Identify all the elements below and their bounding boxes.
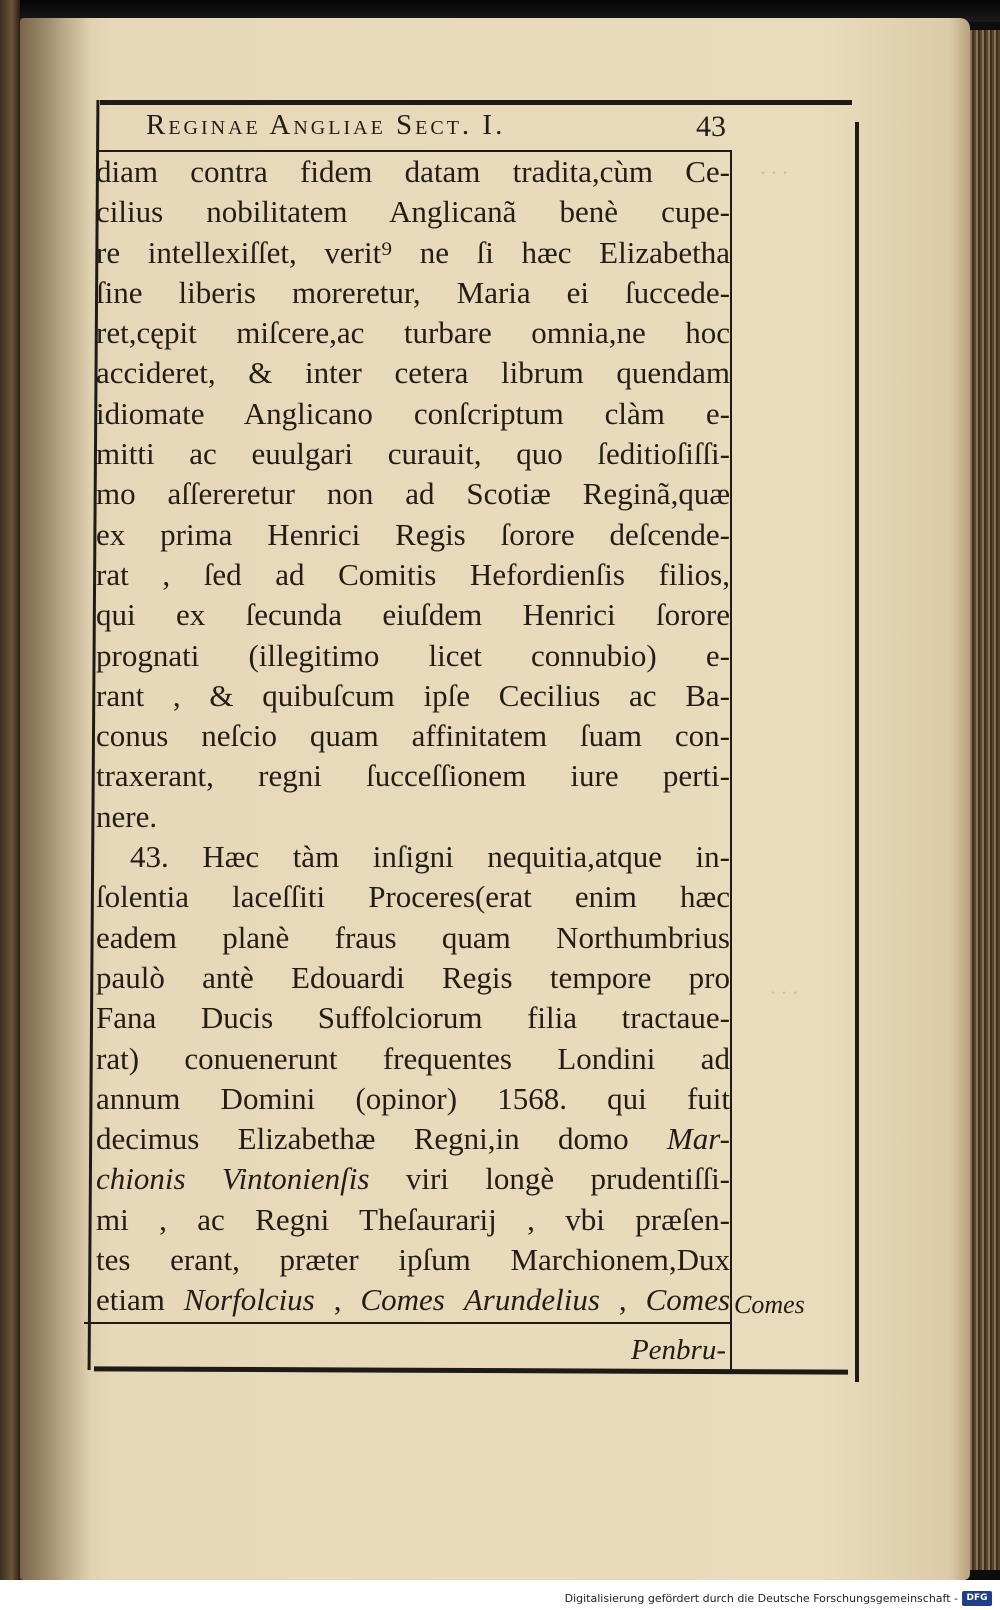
text-segment: qui ex ſecunda eiuſdem Henrici ſorore xyxy=(96,597,730,633)
text-line xyxy=(96,394,730,434)
text-line xyxy=(96,676,730,716)
text-segment: ret,cępit miſcere,ac turbare omnia,ne hoc xyxy=(96,315,730,351)
italic-text: chionis Vintonienſis xyxy=(96,1161,370,1197)
text-segment: accideret, & inter cetera librum quendam xyxy=(96,355,730,391)
text-segment: traxerant, regni ſucceſſionem iure perti- xyxy=(96,758,730,794)
text-segment: idiomate Anglicano conſcriptum clàm e- xyxy=(96,395,730,431)
catchword: Penbru- xyxy=(630,1334,726,1366)
text-line xyxy=(96,918,730,958)
text-line xyxy=(96,233,730,273)
text-segment: tes erant, præter ipſum Marchionem,Dux xyxy=(96,1242,730,1278)
text-line xyxy=(96,1039,730,1079)
running-head: Reginae Angliae Sect. I. xyxy=(146,109,506,141)
text-line xyxy=(96,1119,730,1159)
italic-text: Norfolcius xyxy=(183,1282,315,1318)
text-segment: cilius nobilitatem Anglicanã benè cupe- xyxy=(96,194,730,230)
text-line xyxy=(96,877,730,917)
frame-rule-right-outer xyxy=(855,122,859,1382)
text-line xyxy=(96,716,730,756)
text-segment: eadem planè fraus quam Northumbrius xyxy=(96,919,730,955)
text-line xyxy=(96,1079,730,1119)
text-segment: decimus Elizabethæ Regni,in domo xyxy=(96,1121,667,1157)
text-segment: prognati (illegitimo licet connubio) e- xyxy=(96,637,730,673)
bleed-through-mark: · · · xyxy=(770,980,798,1005)
text-segment: annum Domini (opinor) 1568. qui fuit xyxy=(96,1080,730,1116)
margin-catchword: Comes xyxy=(734,1290,805,1319)
text-line xyxy=(96,1240,730,1280)
text-segment: Fana Ducis Suffolciorum filia tractaue- xyxy=(96,1000,730,1036)
text-segment: rat , ſed ad Comitis Hefordienſis filios, xyxy=(96,556,730,592)
text-segment: mitti ac euulgari curauit, quo ſeditioſiſſi- xyxy=(96,436,730,472)
page-number: 43 xyxy=(696,110,726,143)
frame-rule-right-inner xyxy=(730,150,732,1370)
text-segment: , xyxy=(599,1282,646,1318)
text-line xyxy=(96,192,730,232)
body-text xyxy=(96,152,730,1321)
text-line xyxy=(96,998,730,1038)
text-line xyxy=(96,1159,730,1199)
text-line xyxy=(96,353,730,393)
text-line xyxy=(96,636,730,676)
text-segment: nere. xyxy=(96,798,158,834)
text-segment: rat) conuenerunt frequentes Londini ad xyxy=(96,1040,730,1076)
text-line xyxy=(96,595,730,635)
text-line xyxy=(96,313,730,353)
text-line xyxy=(96,434,730,474)
bleed-through-mark: · · · xyxy=(760,160,788,185)
text-line xyxy=(96,837,730,877)
gutter-shadow xyxy=(20,18,90,1580)
text-segment: mi , ac Regni Theſaurarij , vbi præſen- xyxy=(96,1201,730,1237)
text-line xyxy=(96,474,730,514)
italic-text: Arundelius xyxy=(463,1282,600,1318)
text-line xyxy=(96,958,730,998)
text-segment: rant , & quibuſcum ipſe Cecilius ac Ba- xyxy=(96,677,730,713)
italic-text: Mar- xyxy=(666,1121,730,1157)
text-line xyxy=(96,1280,730,1320)
italic-text: Comes xyxy=(645,1282,730,1318)
text-segment: ſolentia laceſſiti Proceres(erat enim hæc xyxy=(96,879,730,915)
frame-rule-catchword-separator xyxy=(84,1322,730,1324)
text-segment: diam contra fidem datam tradita,cùm Ce- xyxy=(96,154,730,189)
text-line xyxy=(96,797,730,837)
text-segment: etiam xyxy=(96,1282,184,1318)
text-segment: ex prima Henrici Regis ſorore deſcende- xyxy=(96,516,730,552)
italic-text: Comes xyxy=(360,1282,445,1318)
digitization-credit: Digitalisierung gefördert durch die Deutsche Forschungsgemeinschaft - xyxy=(564,1592,958,1605)
dfg-logo: DFG xyxy=(962,1591,992,1606)
text-segment: viri longè prudentiſſi- xyxy=(369,1161,730,1197)
text-line xyxy=(96,515,730,555)
text-segment: ſine liberis moreretur, Maria ei ſuccede- xyxy=(96,274,730,310)
text-segment xyxy=(445,1282,464,1317)
text-segment: , xyxy=(314,1282,361,1318)
text-segment: conus neſcio quam affinitatem ſuam con- xyxy=(96,718,730,754)
text-line xyxy=(96,1200,730,1240)
text-segment: mo aſſereretur non ad Scotiæ Reginã,quæ xyxy=(96,476,730,512)
text-line xyxy=(96,555,730,595)
text-segment: 43. Hæc tàm inſigni nequitia,atque in- xyxy=(130,839,730,875)
text-line xyxy=(96,273,730,313)
text-segment: paulò antè Edouardi Regis tempore pro xyxy=(96,959,730,995)
text-line xyxy=(96,152,730,192)
book-binding-edge xyxy=(0,0,20,1580)
text-line xyxy=(96,756,730,796)
text-segment: re intellexiſſet, verit⁹ ne ſi hæc Elizabetha xyxy=(96,234,730,270)
